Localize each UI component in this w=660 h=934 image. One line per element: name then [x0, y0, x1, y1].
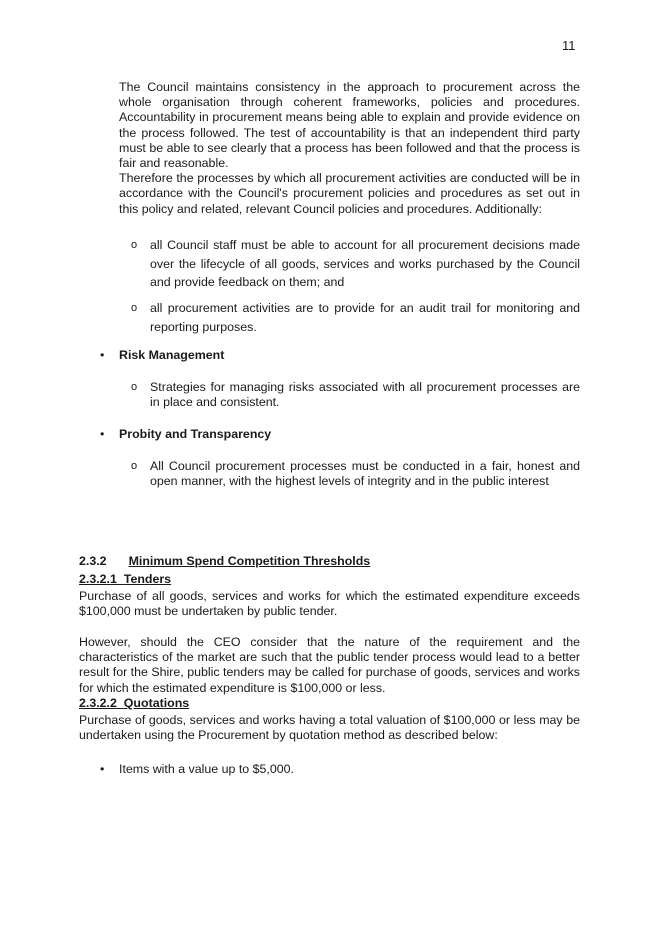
circle-bullet-icon: o	[131, 381, 138, 393]
risk-management-label: Risk Management	[119, 348, 225, 362]
quotations-paragraph-1: Purchase of goods, services and works having a total valuation of $100,000 or less may be undertaken using the Procurement by quotation method as described below:	[79, 713, 580, 743]
quotations-heading	[79, 696, 189, 710]
section-title: Minimum Spend Competition Thresholds	[128, 554, 371, 568]
tenders-heading	[79, 572, 171, 586]
tenders-title: Tenders	[123, 572, 172, 586]
intro-sub-item-1	[131, 236, 580, 292]
disc-bullet-icon: •	[100, 348, 105, 362]
page-number: 11	[562, 38, 576, 53]
intro-paragraph-2-text: Therefore the processes by which all procurement activities are conducted will be in accordance with the Council's procurement policies and procedures as set out in this policy and related, relevant Council policies and procedures. Additionally:	[119, 171, 580, 216]
circle-bullet-icon: o	[131, 460, 138, 472]
probity-sub-item-text: All Council procurement processes must be conducted in a fair, honest and open manner, with the highest levels of integrity and in the public interest	[150, 459, 580, 489]
intro-sub-item-1-text: all Council staff must be able to account for all procurement decisions made over the lifecycle of all goods, services and works purchased by the Council and provide feedback on them; and	[150, 238, 580, 289]
quotations-bullet-1	[100, 762, 294, 776]
risk-management-heading	[100, 348, 224, 362]
probity-heading	[100, 427, 271, 441]
quotations-bullet-1-text: Items with a value up to $5,000.	[119, 762, 294, 776]
quotations-title: Quotations	[123, 696, 190, 710]
section-number: 2.3.2	[79, 554, 107, 568]
intro-paragraph-1	[119, 80, 580, 217]
tenders-paragraph-1: Purchase of all goods, services and works for which the estimated expenditure exceeds $100,000 must be undertaken by public tender.	[79, 589, 580, 619]
risk-management-sub-item-text: Strategies for managing risks associated with all procurement processes are in place and consistent.	[150, 380, 580, 410]
disc-bullet-icon: •	[100, 427, 105, 441]
circle-bullet-icon: o	[131, 239, 138, 251]
disc-bullet-icon: •	[100, 762, 105, 776]
tenders-paragraph-2: However, should the CEO consider that the nature of the requirement and the characteristics of the market are such that the public tender process would lead to a better result for the Shire, public tenders may be called for purchase of goods, services and works for which the estimated expenditure is $100,000 or less.	[79, 635, 580, 695]
risk-management-sub-item	[131, 380, 580, 410]
intro-sub-item-2	[131, 299, 580, 336]
probity-sub-item	[131, 459, 580, 489]
quotations-number: 2.3.2.2	[79, 696, 117, 710]
tenders-number: 2.3.2.1	[79, 572, 117, 586]
circle-bullet-icon: o	[131, 302, 138, 314]
intro-sub-item-2-text: all procurement activities are to provide for an audit trail for monitoring and reporting purposes.	[150, 301, 580, 334]
intro-paragraph-1-text: The Council maintains consistency in the approach to procurement across the whole organisation through coherent frameworks, policies and procedures. Accountability in procurement means being able to explain and provide evidence on the process followed. The test of accountability is that an independent third party must be able to see clearly that a process has been followed and that the process is fair and reasonable.	[119, 80, 580, 171]
probity-label: Probity and Transparency	[119, 427, 272, 441]
section-2-3-2-heading	[79, 554, 370, 568]
